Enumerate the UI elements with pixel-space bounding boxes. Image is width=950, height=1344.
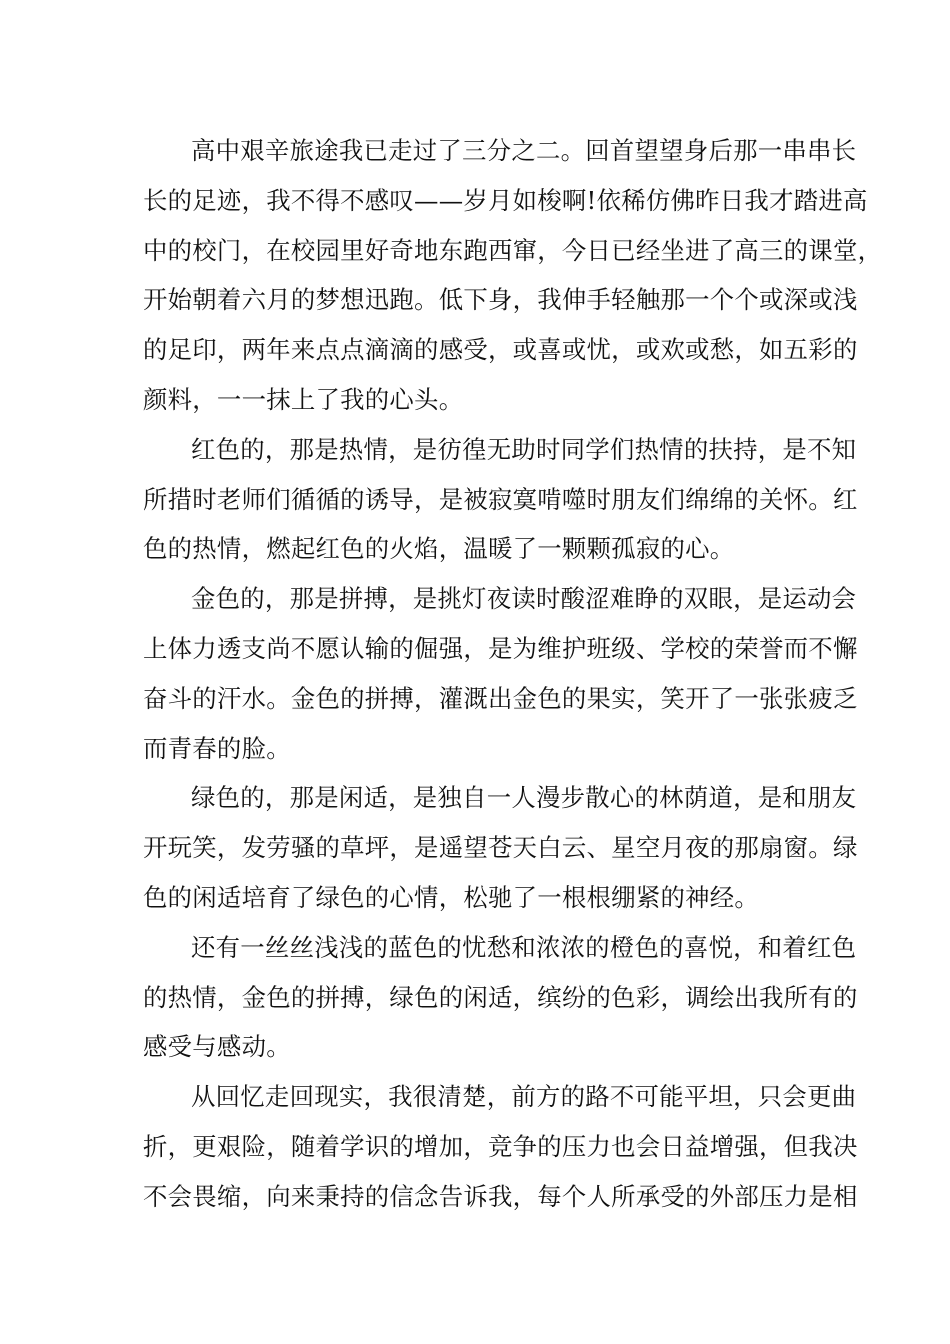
document-body xyxy=(143,126,883,1222)
paragraph xyxy=(143,574,858,773)
text-line: 不会畏缩，向来秉持的信念告诉我，每个人所承受的外部压力是相 xyxy=(143,1181,858,1211)
text-line: 开始朝着六月的梦想迅跑。低下身，我伸手轻触那一个个或深或浅 xyxy=(143,285,858,315)
text-line: 长的足迹，我不得不感叹——岁月如梭啊!依稀仿佛昨日我才踏进高 xyxy=(143,185,868,215)
paragraph xyxy=(143,773,858,922)
text-line: 从回忆走回现实，我很清楚，前方的路不可能平坦，只会更曲 xyxy=(191,1082,857,1112)
text-line: 颜料，一一抹上了我的心头。 xyxy=(143,384,464,414)
text-line: 所措时老师们循循的诱导，是被寂寞啃噬时朋友们绵绵的关怀。红 xyxy=(143,484,858,514)
text-line: 奋斗的汗水。金色的拼搏，灌溉出金色的果实，笑开了一张张疲乏 xyxy=(143,683,858,713)
text-line: 开玩笑，发劳骚的草坪，是遥望苍天白云、星空月夜的那扇窗。绿 xyxy=(143,833,858,863)
text-line: 还有一丝丝浅浅的蓝色的忧愁和浓浓的橙色的喜悦，和着红色 xyxy=(191,932,857,962)
text-line: 红色的，那是热情，是彷徨无助时同学们热情的扶持，是不知 xyxy=(191,434,857,464)
text-line: 色的热情，燃起红色的火焰，温暖了一颗颗孤寂的心。 xyxy=(143,534,735,564)
paragraph xyxy=(143,923,858,1072)
paragraph xyxy=(143,425,858,574)
text-line: 中的校门，在校园里好奇地东跑西窜，今日已经坐进了高三的课堂， xyxy=(143,235,883,265)
text-line: 上体力透支尚不愿认输的倔强，是为维护班级、学校的荣誉而不懈 xyxy=(143,633,858,663)
text-line: 感受与感动。 xyxy=(143,1032,291,1062)
text-line: 而青春的脸。 xyxy=(143,733,291,763)
text-line: 折，更艰险，随着学识的增加，竞争的压力也会日益增强，但我决 xyxy=(143,1131,858,1161)
text-line: 的热情，金色的拼搏，绿色的闲适，缤纷的色彩，调绘出我所有的 xyxy=(143,982,858,1012)
text-line: 金色的，那是拼搏，是挑灯夜读时酸涩难睁的双眼，是运动会 xyxy=(191,584,857,614)
text-line: 的足印，两年来点点滴滴的感受，或喜或忧，或欢或愁，如五彩的 xyxy=(143,335,858,365)
text-line: 高中艰辛旅途我已走过了三分之二。回首望望身后那一串串长 xyxy=(191,136,857,165)
paragraph xyxy=(143,1072,858,1221)
text-line: 色的闲适培育了绿色的心情，松驰了一根根绷紧的神经。 xyxy=(143,882,760,912)
paragraph xyxy=(143,126,883,425)
text-line: 绿色的，那是闲适，是独自一人漫步散心的林荫道，是和朋友 xyxy=(191,783,857,813)
